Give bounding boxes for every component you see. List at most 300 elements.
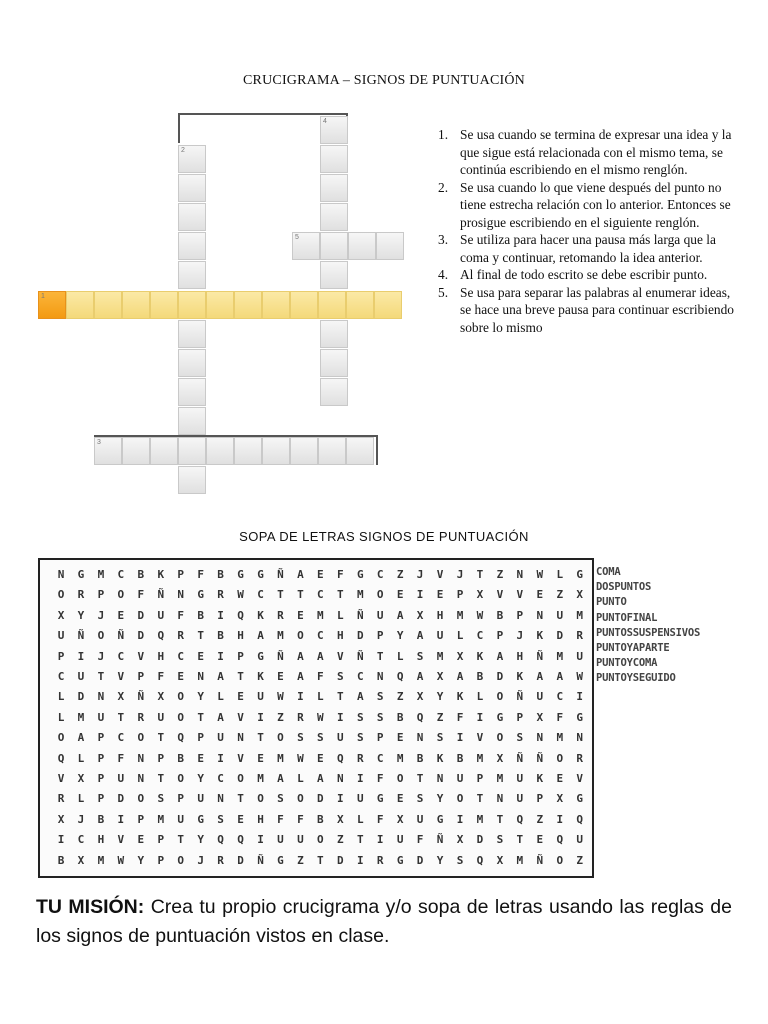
wordsearch-letter[interactable]: M <box>277 629 284 643</box>
wordsearch-letter[interactable]: O <box>137 792 145 806</box>
wordsearch-letter[interactable]: E <box>317 751 324 765</box>
wordsearch-letter[interactable]: G <box>376 792 384 806</box>
wordsearch-letter[interactable]: E <box>396 731 404 745</box>
wordsearch-letter[interactable]: I <box>57 833 65 847</box>
wordsearch-letter[interactable]: N <box>97 690 105 704</box>
wordsearch-letter[interactable]: U <box>57 629 65 643</box>
wordsearch-letter[interactable]: X <box>496 853 504 867</box>
wordsearch-letter[interactable]: S <box>436 731 444 745</box>
wordsearch-letter[interactable]: N <box>496 792 504 806</box>
wordsearch-letter[interactable]: E <box>117 608 125 622</box>
wordsearch-letter[interactable]: T <box>237 670 244 683</box>
wordsearch-letter[interactable]: N <box>197 670 204 683</box>
crossword-cell[interactable] <box>206 437 234 465</box>
wordsearch-letter[interactable]: O <box>177 710 184 724</box>
wordsearch-letter[interactable]: O <box>237 772 244 785</box>
wordsearch-letter[interactable]: V <box>516 588 524 602</box>
wordsearch-letter[interactable]: N <box>137 772 145 785</box>
wordsearch-letter[interactable]: R <box>177 629 184 643</box>
wordsearch-letter[interactable]: Q <box>416 710 424 724</box>
wordsearch-letter[interactable]: Q <box>237 608 244 622</box>
wordsearch-letter[interactable]: M <box>317 608 324 622</box>
wordsearch-letter[interactable]: I <box>376 833 384 847</box>
wordsearch-letter[interactable]: Q <box>217 833 224 847</box>
wordsearch-letter[interactable]: Y <box>436 690 444 704</box>
wordsearch-letter[interactable]: U <box>516 792 524 806</box>
wordsearch-letter[interactable]: Q <box>516 812 524 826</box>
wordsearch-letter[interactable]: L <box>476 690 484 704</box>
wordsearch-letter[interactable]: U <box>416 812 424 826</box>
wordsearch-letter[interactable]: I <box>416 588 424 602</box>
wordsearch-letter[interactable]: S <box>297 731 304 745</box>
wordsearch-letter[interactable]: X <box>496 751 504 765</box>
wordsearch-letter[interactable]: N <box>516 568 524 581</box>
wordsearch-letter[interactable]: L <box>217 690 224 704</box>
wordsearch-letter[interactable]: E <box>297 608 304 622</box>
wordsearch-letter[interactable]: Ñ <box>157 588 165 602</box>
wordsearch-letter[interactable]: J <box>456 568 464 581</box>
wordsearch-letter[interactable]: B <box>317 812 324 826</box>
wordsearch-letter[interactable]: I <box>257 833 264 847</box>
crossword-cell[interactable] <box>320 174 348 202</box>
wordsearch-letter[interactable]: U <box>257 690 264 704</box>
wordsearch-letter[interactable]: R <box>217 853 224 867</box>
wordsearch-letter[interactable]: X <box>416 608 424 622</box>
wordsearch-letter[interactable]: Ñ <box>536 751 544 765</box>
crossword-cell[interactable] <box>206 291 234 319</box>
wordsearch-letter[interactable]: U <box>536 690 544 704</box>
wordsearch-letter[interactable]: M <box>257 772 264 785</box>
wordsearch-letter[interactable]: G <box>436 812 444 826</box>
wordsearch-letter[interactable]: F <box>456 710 464 724</box>
wordsearch-letter[interactable]: X <box>416 690 424 704</box>
crossword-cell[interactable] <box>178 320 206 348</box>
wordsearch-letter[interactable]: I <box>356 772 364 785</box>
wordsearch-letter[interactable]: F <box>297 812 304 826</box>
wordsearch-letter[interactable]: Ñ <box>516 751 524 765</box>
wordsearch-letter[interactable]: E <box>177 670 184 683</box>
wordsearch-letter[interactable]: P <box>97 772 105 785</box>
wordsearch-letter[interactable]: P <box>177 792 184 806</box>
wordsearch-letter[interactable]: L <box>456 629 464 643</box>
wordsearch-letter[interactable]: S <box>416 792 424 806</box>
wordsearch-letter[interactable]: I <box>556 812 564 826</box>
wordsearch-letter[interactable]: T <box>97 670 105 683</box>
wordsearch-letter[interactable]: Ñ <box>356 608 364 622</box>
wordsearch-letter[interactable]: K <box>157 568 165 581</box>
wordsearch-letter[interactable]: A <box>217 710 224 724</box>
wordsearch-letter[interactable]: E <box>237 690 244 704</box>
wordsearch-letter[interactable]: X <box>77 772 85 785</box>
wordsearch-letter[interactable]: U <box>576 649 583 663</box>
wordsearch-letter[interactable]: K <box>476 649 484 663</box>
wordsearch-letter[interactable]: T <box>376 649 384 663</box>
wordsearch-letter[interactable]: P <box>376 629 384 643</box>
wordsearch-letter[interactable]: N <box>376 670 384 683</box>
wordsearch-letter[interactable]: K <box>257 670 264 683</box>
crossword-cell[interactable] <box>320 232 348 260</box>
wordsearch-letter[interactable]: Z <box>297 853 304 867</box>
wordsearch-letter[interactable]: V <box>336 649 344 663</box>
wordsearch-letter[interactable]: Z <box>556 588 564 602</box>
crossword-cell[interactable] <box>290 437 318 465</box>
wordsearch-letter[interactable]: T <box>297 588 304 602</box>
wordsearch-letter[interactable]: Q <box>237 833 244 847</box>
wordsearch-letter[interactable]: M <box>97 568 105 581</box>
wordsearch-letter[interactable]: P <box>197 731 204 745</box>
wordsearch-letter[interactable]: Z <box>277 710 284 724</box>
wordsearch-letter[interactable]: A <box>297 670 304 683</box>
wordsearch-letter[interactable]: I <box>576 690 583 704</box>
wordsearch-letter[interactable]: Ñ <box>536 649 544 663</box>
wordsearch-letter[interactable]: P <box>376 731 384 745</box>
wordsearch-letter[interactable]: U <box>197 792 204 806</box>
crossword-cell[interactable] <box>346 291 374 319</box>
wordsearch-letter[interactable]: N <box>217 792 224 806</box>
wordsearch-letter[interactable]: M <box>97 853 105 867</box>
wordsearch-letter[interactable]: E <box>257 751 264 765</box>
wordsearch-letter[interactable]: C <box>257 588 264 602</box>
crossword-cell[interactable] <box>320 203 348 231</box>
wordsearch-letter[interactable]: V <box>496 588 504 602</box>
wordsearch-letter[interactable]: H <box>257 812 264 826</box>
wordsearch-letter[interactable]: G <box>576 568 583 581</box>
wordsearch-letter[interactable]: P <box>456 588 464 602</box>
wordsearch-letter[interactable]: I <box>456 812 464 826</box>
wordsearch-letter[interactable]: T <box>476 568 484 581</box>
crossword-cell[interactable] <box>178 466 206 494</box>
wordsearch-letter[interactable]: R <box>576 629 583 643</box>
wordsearch-letter[interactable]: B <box>416 751 424 765</box>
crossword-cell[interactable] <box>234 437 262 465</box>
wordsearch-letter[interactable]: I <box>217 751 224 765</box>
wordsearch-letter[interactable]: Y <box>197 833 204 847</box>
crossword-cell[interactable] <box>234 291 262 319</box>
wordsearch-letter[interactable]: O <box>456 792 464 806</box>
wordsearch-letter[interactable]: I <box>257 710 264 724</box>
crossword-cell[interactable] <box>150 437 178 465</box>
wordsearch-letter[interactable]: D <box>476 833 484 847</box>
wordsearch-letter[interactable]: Q <box>336 751 344 765</box>
wordsearch-letter[interactable]: R <box>277 608 284 622</box>
wordsearch-letter[interactable]: O <box>376 588 384 602</box>
wordsearch-letter[interactable]: F <box>336 568 344 581</box>
wordsearch-letter[interactable]: M <box>576 608 583 622</box>
crossword-cell[interactable] <box>320 145 348 173</box>
wordsearch-letter[interactable]: P <box>97 588 105 602</box>
wordsearch-letter[interactable]: M <box>277 751 284 765</box>
wordsearch-letter[interactable]: X <box>476 588 484 602</box>
wordsearch-letter[interactable]: R <box>217 588 224 602</box>
wordsearch-letter[interactable]: P <box>476 772 484 785</box>
wordsearch-letter[interactable]: B <box>217 568 224 581</box>
wordsearch-letter[interactable]: L <box>396 649 404 663</box>
wordsearch-letter[interactable]: W <box>117 853 125 867</box>
wordsearch-letter[interactable]: C <box>117 731 125 745</box>
wordsearch-letter[interactable]: T <box>117 710 125 724</box>
wordsearch-letter[interactable]: U <box>157 608 165 622</box>
wordsearch-letter[interactable]: U <box>157 710 165 724</box>
wordsearch-letter[interactable]: A <box>297 568 304 581</box>
wordsearch-letter[interactable]: Ñ <box>137 690 145 704</box>
wordsearch-letter[interactable]: T <box>356 833 364 847</box>
wordsearch-letter[interactable]: K <box>536 629 544 643</box>
wordsearch-letter[interactable]: I <box>217 608 224 622</box>
wordsearch-letter[interactable]: O <box>317 833 324 847</box>
wordsearch-letter[interactable]: M <box>396 751 404 765</box>
wordsearch-letter[interactable]: S <box>376 690 384 704</box>
wordsearch-letter[interactable]: Q <box>177 731 184 745</box>
wordsearch-letter[interactable]: P <box>157 853 165 867</box>
wordsearch-letter[interactable]: R <box>356 751 364 765</box>
wordsearch-letter[interactable]: X <box>536 710 544 724</box>
wordsearch-letter[interactable]: U <box>376 608 384 622</box>
wordsearch-letter[interactable]: P <box>137 812 145 826</box>
wordsearch-letter[interactable]: D <box>496 670 504 683</box>
wordsearch-letter[interactable]: S <box>496 833 504 847</box>
wordsearch-letter[interactable]: U <box>396 833 404 847</box>
wordsearch-letter[interactable]: S <box>317 731 324 745</box>
wordsearch-letter[interactable]: F <box>277 812 284 826</box>
wordsearch-letter[interactable]: W <box>277 690 284 704</box>
wordsearch-letter[interactable]: I <box>356 853 364 867</box>
wordsearch-letter[interactable]: D <box>416 853 424 867</box>
wordsearch-letter[interactable]: O <box>297 792 304 806</box>
wordsearch-letter[interactable]: U <box>356 792 364 806</box>
wordsearch-letter[interactable]: X <box>336 812 344 826</box>
wordsearch-letter[interactable]: G <box>496 710 504 724</box>
wordsearch-letter[interactable]: E <box>237 812 244 826</box>
wordsearch-letter[interactable]: T <box>336 690 344 704</box>
crossword-cell[interactable] <box>262 437 290 465</box>
wordsearch-letter[interactable]: X <box>157 690 165 704</box>
wordsearch-letter[interactable]: C <box>317 588 324 602</box>
crossword-cell[interactable] <box>376 232 404 260</box>
crossword-cell[interactable] <box>290 291 318 319</box>
wordsearch-letter[interactable]: F <box>376 772 384 785</box>
wordsearch-letter[interactable]: E <box>396 588 404 602</box>
wordsearch-letter[interactable]: A <box>257 629 264 643</box>
wordsearch-letter[interactable]: X <box>77 853 85 867</box>
wordsearch-letter[interactable]: O <box>297 629 304 643</box>
wordsearch-letter[interactable]: O <box>396 772 404 785</box>
crossword-cell[interactable] <box>320 349 348 377</box>
wordsearch-letter[interactable]: M <box>356 588 364 602</box>
wordsearch-letter[interactable]: N <box>536 608 544 622</box>
wordsearch-letter[interactable]: N <box>416 731 424 745</box>
wordsearch-letter[interactable]: O <box>177 853 184 867</box>
wordsearch-letter[interactable]: P <box>536 792 544 806</box>
crossword-cell[interactable] <box>318 291 346 319</box>
wordsearch-letter[interactable]: U <box>117 772 125 785</box>
wordsearch-letter[interactable]: Q <box>556 833 564 847</box>
wordsearch-letter[interactable]: O <box>556 853 564 867</box>
wordsearch-letter[interactable]: J <box>416 568 424 581</box>
wordsearch-letter[interactable]: B <box>137 568 145 581</box>
wordsearch-letter[interactable]: N <box>177 588 184 602</box>
wordsearch-letter[interactable]: I <box>217 649 224 663</box>
wordsearch-letter[interactable]: N <box>137 751 145 765</box>
wordsearch-letter[interactable]: N <box>57 568 65 581</box>
wordsearch-letter[interactable]: T <box>257 731 264 745</box>
wordsearch-letter[interactable]: X <box>117 690 125 704</box>
wordsearch-letter[interactable]: T <box>157 731 165 745</box>
crossword-cell[interactable] <box>178 145 206 173</box>
wordsearch-letter[interactable]: J <box>516 629 524 643</box>
wordsearch-letter[interactable]: Z <box>496 568 504 581</box>
crossword-cell[interactable] <box>122 437 150 465</box>
wordsearch-letter[interactable]: T <box>197 710 204 724</box>
wordsearch-letter[interactable]: O <box>496 731 504 745</box>
wordsearch-letter[interactable]: M <box>476 751 484 765</box>
wordsearch-letter[interactable]: P <box>137 670 145 683</box>
wordsearch-letter[interactable]: Z <box>536 812 544 826</box>
wordsearch-letter[interactable]: F <box>376 812 384 826</box>
wordsearch-letter[interactable]: C <box>556 690 564 704</box>
wordsearch-letter[interactable]: M <box>516 853 524 867</box>
wordsearch-letter[interactable]: N <box>436 772 444 785</box>
wordsearch-letter[interactable]: S <box>456 853 464 867</box>
wordsearch-letter[interactable]: Z <box>396 568 404 581</box>
wordsearch-letter[interactable]: C <box>376 751 384 765</box>
wordsearch-letter[interactable]: P <box>157 833 165 847</box>
wordsearch-letter[interactable]: O <box>117 588 125 602</box>
wordsearch-letter[interactable]: U <box>277 833 284 847</box>
wordsearch-letter[interactable]: Y <box>77 608 85 622</box>
wordsearch-letter[interactable]: B <box>97 812 105 826</box>
wordsearch-letter[interactable]: Z <box>436 710 444 724</box>
wordsearch-letter[interactable]: L <box>77 792 85 806</box>
wordsearch-letter[interactable]: A <box>556 670 564 683</box>
crossword-cell[interactable] <box>292 232 320 260</box>
wordsearch-letter[interactable]: U <box>436 629 444 643</box>
crossword-cell[interactable] <box>122 291 150 319</box>
wordsearch-letter[interactable]: A <box>416 629 424 643</box>
wordsearch-letter[interactable]: V <box>237 710 244 724</box>
crossword-cell[interactable] <box>178 261 206 289</box>
wordsearch-letter[interactable]: Y <box>137 853 145 867</box>
wordsearch-letter[interactable]: Ñ <box>257 853 264 867</box>
wordsearch-letter[interactable]: G <box>197 812 204 826</box>
wordsearch-letter[interactable]: Q <box>396 670 404 683</box>
wordsearch-letter[interactable]: V <box>137 649 145 663</box>
wordsearch-letter[interactable]: R <box>376 853 384 867</box>
wordsearch-letter[interactable]: C <box>57 670 65 683</box>
wordsearch-letter[interactable]: M <box>496 772 504 785</box>
wordsearch-letter[interactable]: L <box>297 772 304 785</box>
wordsearch-letter[interactable]: P <box>516 710 524 724</box>
wordsearch-letter[interactable]: R <box>297 710 304 724</box>
crossword-cell[interactable] <box>178 407 206 435</box>
wordsearch-letter[interactable]: P <box>97 751 105 765</box>
wordsearch-letter[interactable]: M <box>476 812 484 826</box>
wordsearch-letter[interactable]: N <box>237 731 244 745</box>
wordsearch-letter[interactable]: V <box>117 833 125 847</box>
wordsearch-letter[interactable]: Ñ <box>117 629 125 643</box>
wordsearch-letter[interactable]: W <box>576 670 583 683</box>
wordsearch-letter[interactable]: L <box>77 751 85 765</box>
wordsearch-letter[interactable]: P <box>97 731 105 745</box>
wordsearch-letter[interactable]: K <box>536 772 544 785</box>
wordsearch-letter[interactable]: C <box>77 833 85 847</box>
wordsearch-letter[interactable]: G <box>277 853 284 867</box>
wordsearch-letter[interactable]: J <box>77 812 85 826</box>
wordsearch-letter[interactable]: E <box>396 792 404 806</box>
wordsearch-letter[interactable]: Ñ <box>516 690 524 704</box>
wordsearch-letter[interactable]: E <box>277 670 284 683</box>
wordsearch-letter[interactable]: Q <box>576 812 583 826</box>
wordsearch-letter[interactable]: B <box>496 608 504 622</box>
wordsearch-letter[interactable]: H <box>237 629 244 643</box>
wordsearch-letter[interactable]: G <box>257 568 264 581</box>
wordsearch-letter[interactable]: D <box>336 853 344 867</box>
wordsearch-letter[interactable]: I <box>77 649 85 663</box>
wordsearch-letter[interactable]: G <box>257 649 264 663</box>
wordsearch-letter[interactable]: Q <box>57 751 65 765</box>
wordsearch-letter[interactable]: U <box>297 833 304 847</box>
wordsearch-letter[interactable]: A <box>277 772 284 785</box>
wordsearch-letter[interactable]: D <box>556 629 564 643</box>
wordsearch-letter[interactable]: G <box>576 710 583 724</box>
wordsearch-letter[interactable]: S <box>356 710 364 724</box>
wordsearch-letter[interactable]: U <box>576 833 583 847</box>
wordsearch-letter[interactable]: B <box>476 670 484 683</box>
wordsearch-letter[interactable]: O <box>277 731 284 745</box>
wordsearch-letter[interactable]: D <box>237 853 244 867</box>
wordsearch-letter[interactable]: U <box>516 772 524 785</box>
wordsearch-letter[interactable]: M <box>556 731 564 745</box>
wordsearch-letter[interactable]: B <box>217 629 224 643</box>
wordsearch-letter[interactable]: C <box>117 568 125 581</box>
wordsearch-letter[interactable]: V <box>237 751 244 765</box>
wordsearch-letter[interactable]: U <box>97 710 105 724</box>
wordsearch-letter[interactable]: F <box>416 833 424 847</box>
wordsearch-letter[interactable]: Ñ <box>277 568 284 581</box>
wordsearch-letter[interactable]: U <box>556 608 564 622</box>
crossword-cell[interactable] <box>178 378 206 406</box>
wordsearch-letter[interactable]: M <box>556 649 564 663</box>
wordsearch-letter[interactable]: B <box>197 608 204 622</box>
wordsearch-letter[interactable]: U <box>456 772 464 785</box>
wordsearch-letter[interactable]: Q <box>476 853 484 867</box>
crossword-cell[interactable] <box>178 437 206 465</box>
wordsearch-letter[interactable]: S <box>336 670 344 683</box>
wordsearch-letter[interactable]: V <box>576 772 583 785</box>
wordsearch-letter[interactable]: X <box>57 608 65 622</box>
wordsearch-letter[interactable]: O <box>177 690 184 704</box>
crossword-cell[interactable] <box>320 320 348 348</box>
wordsearch-letter[interactable]: L <box>336 608 344 622</box>
wordsearch-letter[interactable]: Z <box>576 853 583 867</box>
wordsearch-letter[interactable]: G <box>77 568 85 581</box>
wordsearch-letter[interactable]: L <box>556 568 564 581</box>
wordsearch-letter[interactable]: F <box>197 568 204 581</box>
wordsearch-letter[interactable]: G <box>237 568 244 581</box>
wordsearch-letter[interactable]: N <box>336 772 344 785</box>
wordsearch-letter[interactable]: Ñ <box>277 649 284 663</box>
wordsearch-letter[interactable]: E <box>197 751 204 765</box>
wordsearch-letter[interactable]: T <box>197 629 204 643</box>
wordsearch-letter[interactable]: E <box>317 568 324 581</box>
wordsearch-letter[interactable]: P <box>57 649 65 663</box>
wordsearch-letter[interactable]: Q <box>157 629 165 643</box>
crossword-cell[interactable] <box>348 232 376 260</box>
wordsearch-letter[interactable]: C <box>177 649 184 663</box>
crossword-cell[interactable] <box>178 349 206 377</box>
wordsearch-letter[interactable]: I <box>456 731 464 745</box>
crossword-cell[interactable] <box>94 291 122 319</box>
wordsearch-letter[interactable]: C <box>317 629 324 643</box>
